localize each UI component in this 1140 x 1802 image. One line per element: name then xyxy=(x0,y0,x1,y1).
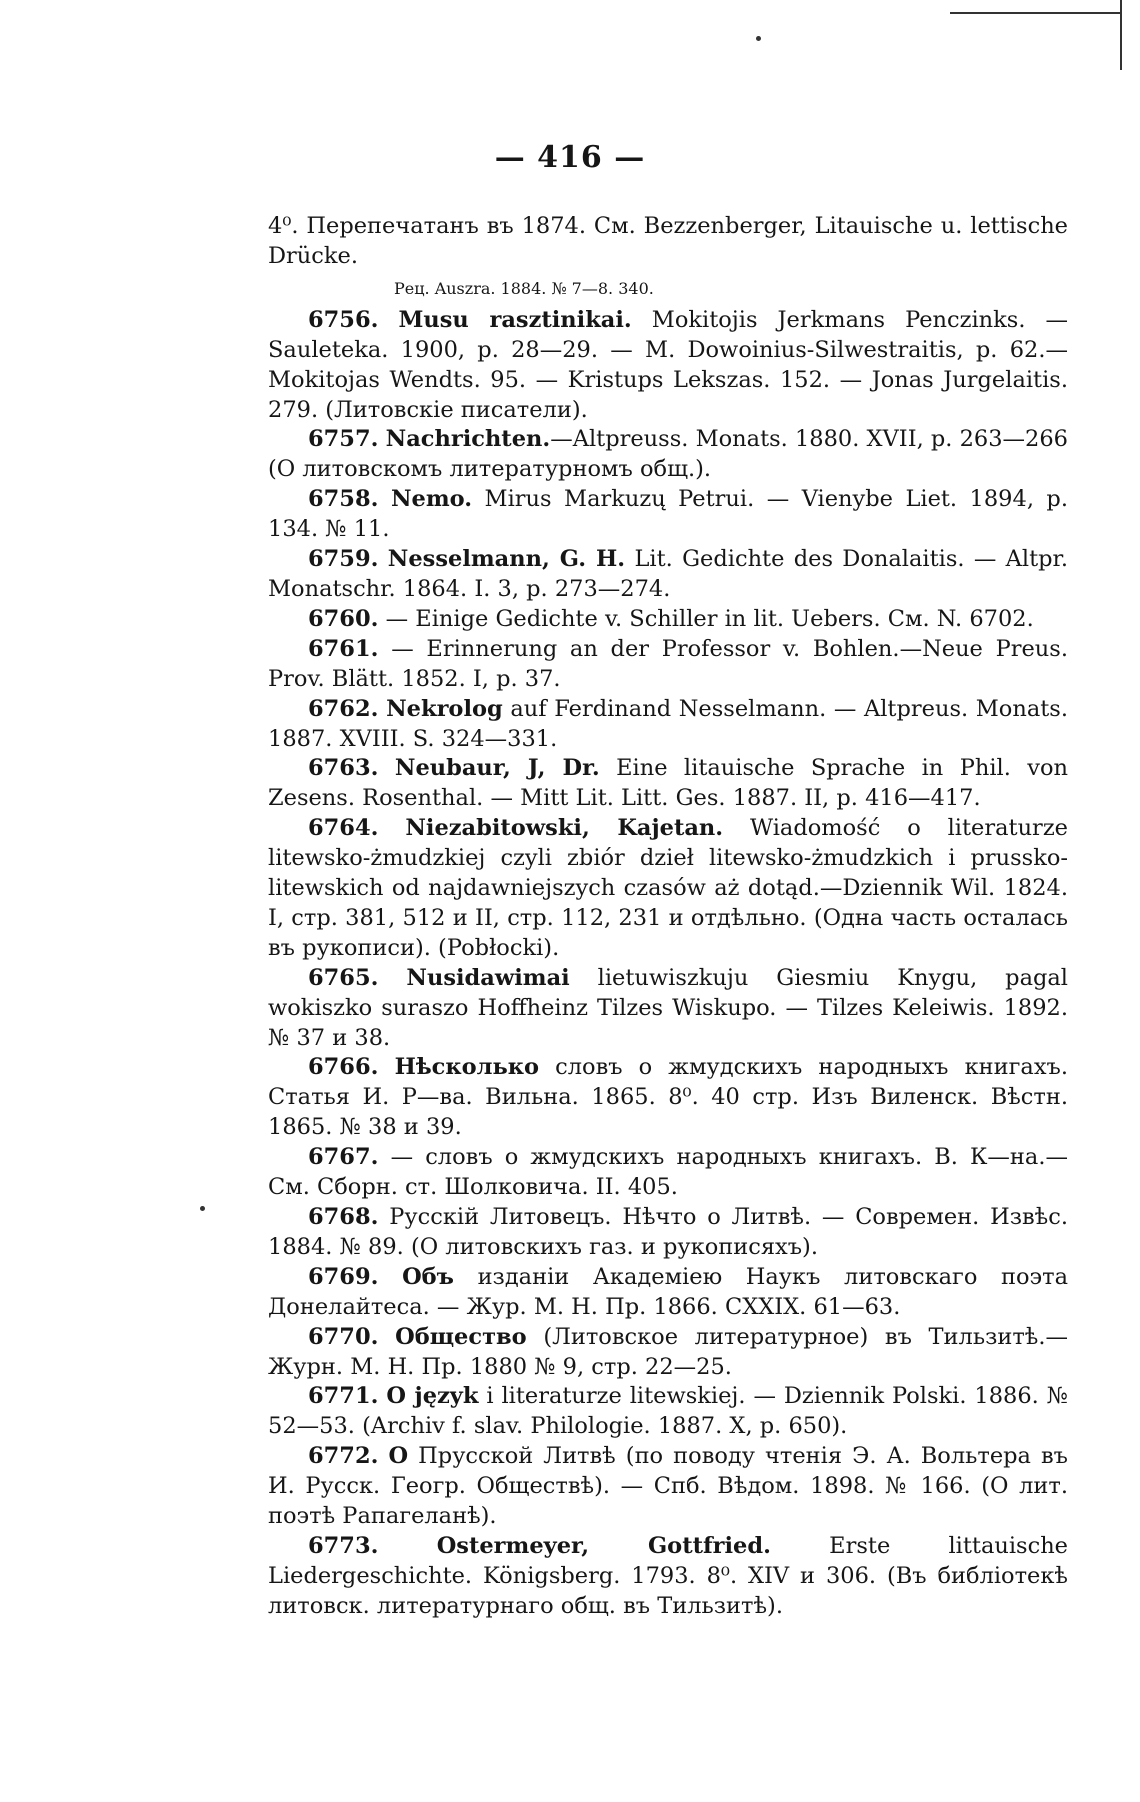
bibliography-text xyxy=(268,212,1068,1622)
entry-6758 xyxy=(268,485,1068,545)
entry-title: Nemo. xyxy=(390,486,473,513)
entry-text: Lit. Gedichte des Donalaitis. — Altpr. Monatschr. 1864. I. 3, p. 273—274. xyxy=(268,546,1068,602)
entry-title: О xyxy=(388,1443,409,1470)
entry-number: 6762. xyxy=(308,695,379,722)
entry-text: 4⁰. Перепечатанъ въ 1874. См. Bezzenberger, Litauische u. lettische Drücke. xyxy=(268,213,1068,269)
entry-text: Erste littauische Liedergeschichte. Königsberg. 1793. 8⁰. XIV и 306. (Въ библіотекѣ литовск. литературнаго общ. въ Тильзитѣ). xyxy=(268,1532,1068,1619)
entry-number: 6769. xyxy=(308,1263,379,1290)
entry-number: 6770. xyxy=(308,1323,379,1350)
entry-title: O język xyxy=(386,1383,479,1410)
scan-border-line xyxy=(950,12,1122,14)
entry-text: —Altpreuss. Monats. 1880. XVII, p. 263—266 (О литовскомъ литературномъ общ.). xyxy=(268,426,1068,483)
entry-text: Русскій Литовецъ. Нѣчто о Литвѣ. — Современ. Извѣс. 1884. № 89. (О литовскихъ газ. и рукописяхъ). xyxy=(268,1204,1068,1260)
entry-text: — словъ о жмудскихъ народныхъ книгахъ. В. К—на.— См. Сборн. ст. Шолковича. II. 405. xyxy=(268,1144,1068,1201)
entry-text: Mirus Markuzų Petrui. — Vienybe Liet. 1894, p. 134. № 11. xyxy=(268,486,1068,543)
entry-text: Wiadomość o literaturze litewsko-żmudzkiej czyli zbiór dzieł litewsko-żmudzkich i prussko-litewskich od najdawniejszych czasów aż dotąd.—Dziennik Wil. 1824. I, стр. 381, 512 и II, стр. 112, 231 и отдѣльно. (Одна часть осталась въ рукописи). (Pobłocki). xyxy=(268,815,1068,961)
review-reference: Рец. Auszra. 1884. № 7—8. 340. xyxy=(394,278,654,298)
entry-6757 xyxy=(268,425,1068,485)
entry-number: 6765. xyxy=(308,964,379,991)
entry-text: (Литовское литературное) въ Тильзитѣ.— Журн. М. Н. Пр. 1880 № 9, стр. 22—25. xyxy=(268,1323,1068,1380)
entry-text: Mokitojis Jerkmans Penczinks. — Sauleteka. 1900, p. 28—29. — M. Dowoinius-Silwestraitis, p. 62.— Mokitojas Wendts. 95. — Kristups Lekszas. 152. — Jonas Jurgelaitis. 279. (Литовскіе писатели). xyxy=(268,306,1068,423)
entry-6756 xyxy=(268,306,1068,426)
entry-title: Musu rasztinikai. xyxy=(398,306,632,333)
entry-6766 xyxy=(268,1053,1068,1143)
entry-text: — Einige Gedichte v. Schiller in lit. Uebers. См. N. 6702. xyxy=(385,605,1034,632)
entry-number: 6771. xyxy=(308,1383,379,1410)
entry-number: 6759. xyxy=(308,546,379,573)
entry-number: 6761. xyxy=(308,635,379,662)
entry-title: Ostermeyer, Gottfried. xyxy=(436,1532,771,1559)
entry-6768 xyxy=(268,1203,1068,1263)
entry-6760 xyxy=(268,605,1068,635)
entry-number: 6756. xyxy=(308,306,379,333)
entry-6765 xyxy=(268,964,1068,1054)
entry-title: Nekrolog xyxy=(386,695,503,722)
entry-title: Нѣсколько xyxy=(394,1054,540,1081)
entry-6767 xyxy=(268,1143,1068,1203)
entry-text: изданіи Академіею Наукъ литовскаго поэта Донелайтеса. — Жур. М. Н. Пр. 1866. CXXIX. 61—63. xyxy=(268,1263,1068,1320)
entry-6769 xyxy=(268,1263,1068,1323)
entry-number: 6763. xyxy=(308,755,379,782)
entry-number: 6764. xyxy=(308,815,379,842)
entry-title: Nusidawimai xyxy=(406,964,570,991)
entry-number: 6768. xyxy=(308,1204,379,1230)
entry-text: словъ о жмудскихъ народныхъ книгахъ. Статья И. Р—ва. Вильна. 1865. 8⁰. 40 стр. Изъ Виленск. Вѣстн. 1865. № 38 и 39. xyxy=(268,1054,1068,1141)
entry-number: 6760. xyxy=(308,605,379,632)
scan-speck xyxy=(200,1206,205,1211)
entry-6764 xyxy=(268,814,1068,964)
entry-number: 6773. xyxy=(308,1532,379,1559)
scan-border-line xyxy=(1120,0,1122,70)
entry-text: i literaturze litewskiej. — Dziennik Polski. 1886. № 52—53. (Archiv f. slav. Philologie. 1887. X, p. 650). xyxy=(268,1383,1068,1440)
entry-text: auf Ferdinand Nesselmann. — Altpreus. Monats. 1887. XVIII. S. 324—331. xyxy=(268,695,1069,752)
entry-number: 6767. xyxy=(308,1144,379,1171)
entry-6762 xyxy=(268,695,1068,755)
entry-title: Niezabitowski, Kajetan. xyxy=(405,815,724,842)
entry-4-continuation xyxy=(268,212,1068,272)
entry-title: Nachrichten. xyxy=(385,426,551,453)
entry-number: 6772. xyxy=(308,1443,379,1470)
entry-6770 xyxy=(268,1323,1068,1383)
entry-6761 xyxy=(268,635,1068,695)
entry-text: lietuwiszkuju Giesmiu Knygu, pagal wokiszko suraszo Hoffheinz Tilzes Wiskupo. — Tilzes Keleiwis. 1892. № 37 и 38. xyxy=(268,964,1068,1051)
entry-6763 xyxy=(268,754,1068,814)
entry-6772 xyxy=(268,1442,1068,1532)
entry-number: 6758. xyxy=(308,486,379,513)
entry-title: Neubaur, J, Dr. xyxy=(394,755,600,782)
page-number: — 416 — xyxy=(494,140,646,175)
entry-text: Eine litauische Sprache in Phil. von Zesens. Rosenthal. — Mitt Lit. Litt. Ges. 1887. II, p. 416—417. xyxy=(268,755,1069,812)
entry-title: Nesselmann, G. H. xyxy=(387,546,626,573)
entry-title: Объ xyxy=(402,1263,454,1290)
entry-6759 xyxy=(268,545,1068,605)
entry-number: 6757. xyxy=(308,426,379,453)
entry-title: Общество xyxy=(395,1323,527,1350)
entry-6773 xyxy=(268,1532,1068,1622)
scan-speck xyxy=(756,36,761,41)
entry-6771 xyxy=(268,1382,1068,1442)
entry-text: — Erinnerung an der Professor v. Bohlen.—Neue Preus. Prov. Blätt. 1852. I, p. 37. xyxy=(268,635,1068,692)
entry-text: Прусской Литвѣ (по поводу чтенія Э. А. Вольтера въ И. Русск. Геогр. Обществѣ). — Спб. Вѣдом. 1898. № 166. (О лит. поэтѣ Рапагеланѣ). xyxy=(268,1443,1068,1530)
entry-number: 6766. xyxy=(308,1054,379,1081)
